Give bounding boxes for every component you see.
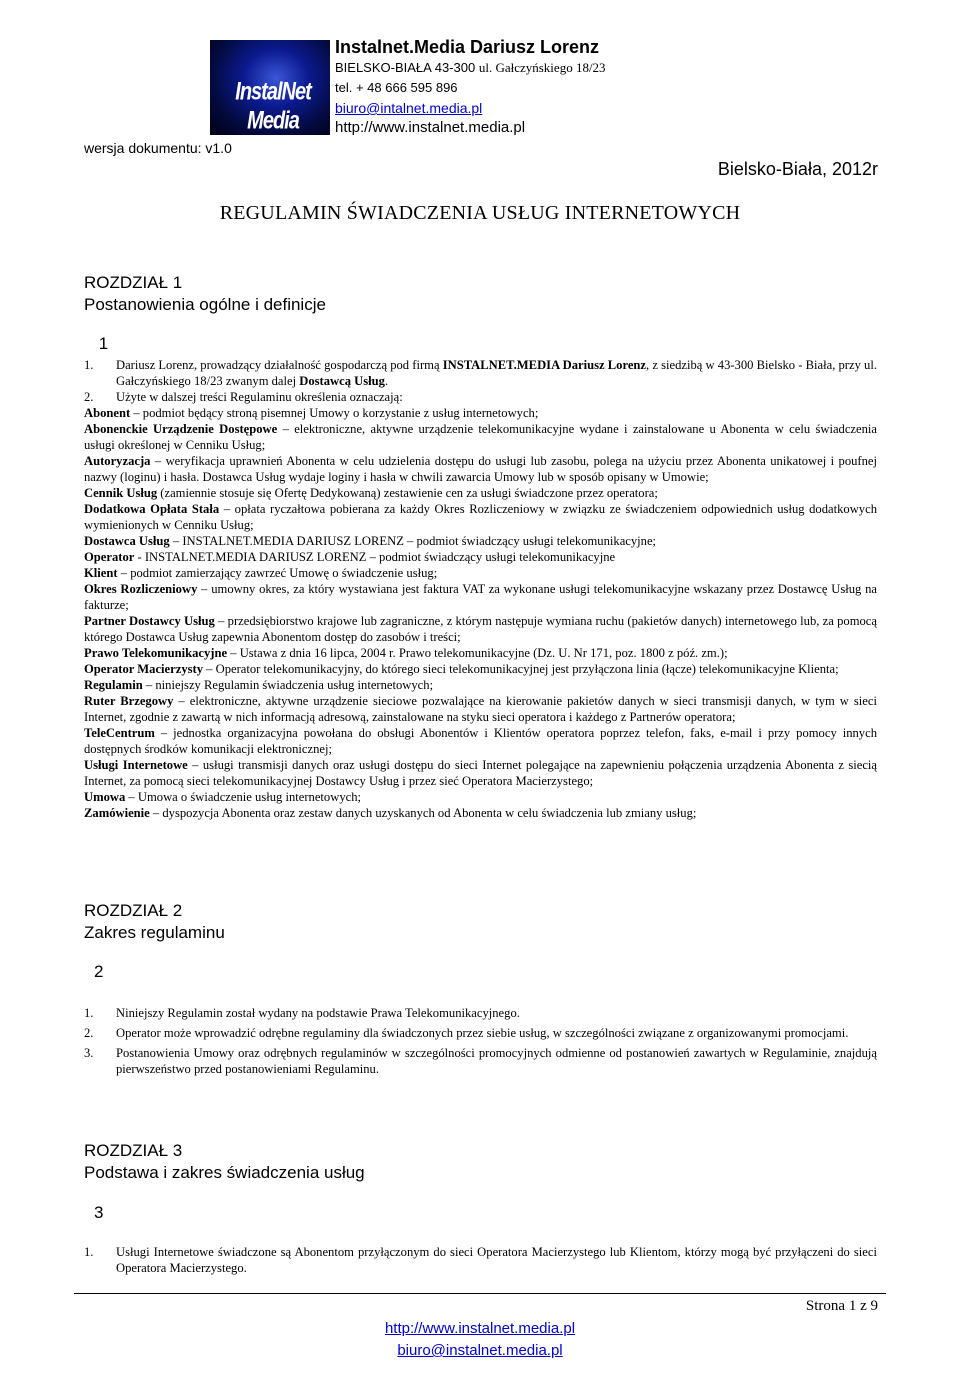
chapter-1-header bbox=[84, 272, 326, 316]
definition-text: – weryfikacja uprawnień Abonenta w celu udzielenia dostępu do usługi lub zasobu, polega na użyciu przez Abonenta unikatowej i poufnej nazwy (loginu) i hasła. Dostawca Usług wydaje loginy i hasła w chwili zawarcia Umowy lub w sposób opisany w Umowie; bbox=[84, 454, 877, 484]
definition-text: – podmiot zamierzający zawrzeć Umowę o świadczenie usług; bbox=[117, 566, 438, 580]
definition-term: Dostawca Usług bbox=[84, 534, 170, 548]
definition-text: – przedsiębiorstwo krajowe lub zagraniczne, z którym następuje wymiana ruchu (pakietów danych) internetowego lub, za pomocą którego Dostawca Usług zapewnia Abonentom dostęp do zasobów i treści; bbox=[84, 614, 877, 644]
definition-text: (zamiennie stosuje się Ofertę Dedykowaną) zestawienie cen za usługi świadczone przez operatora; bbox=[157, 486, 658, 500]
definition-text: – elektroniczne, aktywne urządzenie sieciowe pozwalające na kierowanie pakietów danych w sieci transmisji danych, w tym w sieci Internet, zgodnie z zawartą w nich informacją adresową, zainstalowane na styku sieci operatora i każdego z Partnerów operatora; bbox=[84, 694, 877, 724]
definition-term: Prawo Telekomunikacyjne bbox=[84, 646, 228, 660]
definition-item bbox=[84, 549, 877, 565]
item-text: Postanowienia Umowy oraz odrębnych regulaminów w szczególności promocyjnych odmienne od postanowień zawartych w Regulaminie, znajdują pierwszeństwo przed postanowieniami Regulaminu. bbox=[116, 1046, 877, 1076]
item-number: 1. bbox=[84, 1245, 94, 1259]
company-header bbox=[335, 36, 735, 138]
definition-term: Partner Dostawcy Usług bbox=[84, 614, 215, 628]
chapter-1-heading: ROZDZIAŁ 1 bbox=[84, 273, 183, 292]
footer-links bbox=[0, 1318, 960, 1362]
chapter-3-heading: ROZDZIAŁ 3 bbox=[84, 1141, 183, 1160]
definition-term: Dodatkowa Opłata Stała bbox=[84, 502, 220, 516]
section-1-number: 1 bbox=[98, 334, 109, 353]
definition-item bbox=[84, 453, 877, 485]
definition-text: – niniejszy Regulamin świadczenia usług internetowych; bbox=[142, 678, 434, 692]
definition-term: Operator Macierzysty bbox=[84, 662, 204, 676]
definition-text: – Umowa o świadczenie usług internetowych; bbox=[125, 790, 362, 804]
chapter-2-body bbox=[84, 1005, 877, 1081]
chapter-3-subheading: Podstawa i zakres świadczenia usług bbox=[84, 1163, 365, 1182]
definition-item bbox=[84, 533, 877, 549]
definition-item bbox=[84, 805, 877, 821]
item-number: 1. bbox=[84, 1006, 94, 1020]
definition-item bbox=[84, 501, 877, 533]
item-text: Użyte w dalszej treści Regulaminu określenia oznaczają: bbox=[116, 390, 403, 404]
definition-term: Klient bbox=[84, 566, 118, 580]
city-date: Bielsko-Biała, 2012r bbox=[717, 159, 878, 179]
definition-text: – jednostka organizacyjna powołana do obsługi Abonentów i Klientów operatora poprzez telefon, faks, e-mail i przy pomocy innych dostępnych środków komunikacji elektronicznej; bbox=[84, 726, 877, 756]
company-name: Instalnet.Media Dariusz Lorenz bbox=[335, 37, 600, 57]
chapter-1-item-1 bbox=[84, 357, 877, 389]
section-3-mark bbox=[84, 1203, 103, 1223]
definition-term: Umowa bbox=[84, 790, 126, 804]
address-city: BIELSKO-BIAŁA 43-300 bbox=[335, 60, 476, 75]
definition-term: Abonenckie Urządzenie Dostępowe bbox=[84, 422, 278, 436]
item-number: 1. bbox=[84, 358, 94, 372]
definition-term: Usługi Internetowe bbox=[84, 758, 188, 772]
definition-term: Ruter Brzegowy bbox=[84, 694, 174, 708]
chapter-2-header bbox=[84, 900, 225, 944]
header-website: http://www.instalnet.media.pl bbox=[335, 119, 526, 136]
definition-item bbox=[84, 581, 877, 613]
definition-term: Regulamin bbox=[84, 678, 143, 692]
definition-item bbox=[84, 757, 877, 789]
definition-item bbox=[84, 677, 877, 693]
section-icon bbox=[84, 334, 89, 353]
chapter-2-heading: ROZDZIAŁ 2 bbox=[84, 901, 183, 920]
document-title: REGULAMIN ŚWIADCZENIA USŁUG INTERNETOWYCH bbox=[219, 202, 741, 224]
definition-text: - INSTALNET.MEDIA DARIUSZ LORENZ – podmiot świadczący usługi telekomunikacyjne bbox=[134, 550, 616, 564]
definition-term: Abonent bbox=[84, 406, 131, 420]
definition-text: – dyspozycja Abonenta oraz zestaw danych uzyskanych od Abonenta w celu świadczenia lub zmiany usług; bbox=[149, 806, 697, 820]
footer-website-link[interactable]: http://www.instalnet.media.pl bbox=[384, 1320, 576, 1337]
definition-text: – podmiot będący stroną pisemnej Umowy o korzystanie z usług internetowych; bbox=[130, 406, 539, 420]
definition-item bbox=[84, 565, 877, 581]
chapter-1-body bbox=[84, 357, 877, 821]
item-text: Usługi Internetowe świadczone są Abonentom przyłączonym do sieci Operatora Macierzystego lub Klientom, którzy mogą być przyłączeni do sieci Operatora Macierzystego. bbox=[116, 1245, 877, 1275]
section-3-number: 3 bbox=[94, 1203, 104, 1222]
list-item bbox=[84, 1025, 877, 1041]
definition-term: TeleCentrum bbox=[84, 726, 155, 740]
list-item bbox=[84, 1045, 877, 1077]
definition-term: Cennik Usług bbox=[84, 486, 158, 500]
item-number: 3. bbox=[84, 1046, 94, 1060]
section-1-mark bbox=[84, 334, 108, 354]
definition-text: – usługi transmisji danych oraz usługi dostępu do sieci Internet polegające na zapewnieniu połączenia urządzenia Abonenta z siecią Internet, za pomocą sieci telekomunikacyjnej Dostawcy Usług i przez sieć Operatora Macierzystego; bbox=[84, 758, 877, 788]
definition-term: Okres Rozliczeniowy bbox=[84, 582, 198, 596]
definition-item bbox=[84, 789, 877, 805]
definition-text: – Operator telekomunikacyjny, do którego sieci telekomunikacyjnej jest przyłączona linia (łącze) telekomunikacyjne Klienta; bbox=[203, 662, 839, 676]
list-item bbox=[84, 1005, 877, 1021]
company-address bbox=[335, 58, 735, 78]
chapter-2-subheading: Zakres regulaminu bbox=[84, 923, 225, 942]
header-email-link[interactable]: biuro@intalnet.media.pl bbox=[335, 100, 483, 116]
definition-item bbox=[84, 485, 877, 501]
company-phone: tel. + 48 666 595 896 bbox=[335, 80, 458, 95]
item-text: Dariusz Lorenz, prowadzący działalność gospodarczą pod firmą INSTALNET.MEDIA Dariusz Lorenz, z siedzibą w 43-300 Bielsko - Biała, przy ul. Gałczyńskiego 18/23 zwanym dalej Dostawcą Usług. bbox=[116, 358, 877, 388]
item-text: Niniejszy Regulamin został wydany na podstawie Prawa Telekomunikacyjnego. bbox=[116, 1006, 520, 1020]
definition-item bbox=[84, 725, 877, 757]
definition-item bbox=[84, 645, 877, 661]
address-street: ul. Gałczyńskiego 18/23 bbox=[478, 60, 606, 75]
definition-term: Operator bbox=[84, 550, 135, 564]
definition-item bbox=[84, 613, 877, 645]
item-number: 2. bbox=[84, 390, 94, 404]
section-2-number: 2 bbox=[94, 962, 104, 981]
definition-item bbox=[84, 405, 877, 421]
definition-text: – umowny okres, za który wystawiana jest faktura VAT za wykonane usługi telekomunikacyjne wskazany przez Dostawcę Usług na fakturze; bbox=[84, 582, 877, 612]
document-version: wersja dokumentu: v1.0 bbox=[84, 140, 232, 156]
section-2-mark bbox=[84, 962, 103, 982]
definition-item bbox=[84, 693, 877, 725]
definition-text: – elektroniczne, aktywne urządzenie telekomunikacyjne wydane i zainstalowane u Abonenta w celu świadczenia usługi określonej w Cenniku Usług; bbox=[84, 422, 877, 452]
chapter-3-header bbox=[84, 1140, 365, 1184]
footer-divider bbox=[74, 1293, 886, 1294]
chapter-3-body bbox=[84, 1244, 877, 1280]
company-logo bbox=[210, 40, 330, 135]
logo-text: InstalNet Media bbox=[235, 78, 311, 135]
definition-text: – INSTALNET.MEDIA DARIUSZ LORENZ – podmiot świadczący usługi telekomunikacyjne; bbox=[169, 534, 657, 548]
definitions-list bbox=[84, 405, 877, 821]
definition-item bbox=[84, 421, 877, 453]
list-item bbox=[84, 1244, 877, 1276]
chapter-1-item-2 bbox=[84, 389, 877, 405]
item-text: Operator może wprowadzić odrębne regulaminy dla świadczonych przez siebie usług, w szczególności związane z organizowanymi promocjami. bbox=[116, 1026, 849, 1040]
definition-item bbox=[84, 661, 877, 677]
chapter-1-subheading: Postanowienia ogólne i definicje bbox=[84, 295, 326, 314]
definition-term: Autoryzacja bbox=[84, 454, 151, 468]
footer-email-link[interactable]: biuro@instalnet.media.pl bbox=[397, 1342, 563, 1359]
item-number: 2. bbox=[84, 1026, 94, 1040]
page-number: Strona 1 z 9 bbox=[805, 1298, 878, 1314]
definition-term: Zamówienie bbox=[84, 806, 150, 820]
definition-text: – Ustawa z dnia 16 lipca, 2004 r. Prawo telekomunikacyjne (Dz. U. Nr 171, poz. 1800 z póź. zm.); bbox=[227, 646, 728, 660]
definition-text: – opłata ryczałtowa pobierana za każdy Okres Rozliczeniowy w związku ze świadczeniem odpowiednich usług dodatkowych wymienionych w Cenniku Usług; bbox=[84, 502, 877, 532]
